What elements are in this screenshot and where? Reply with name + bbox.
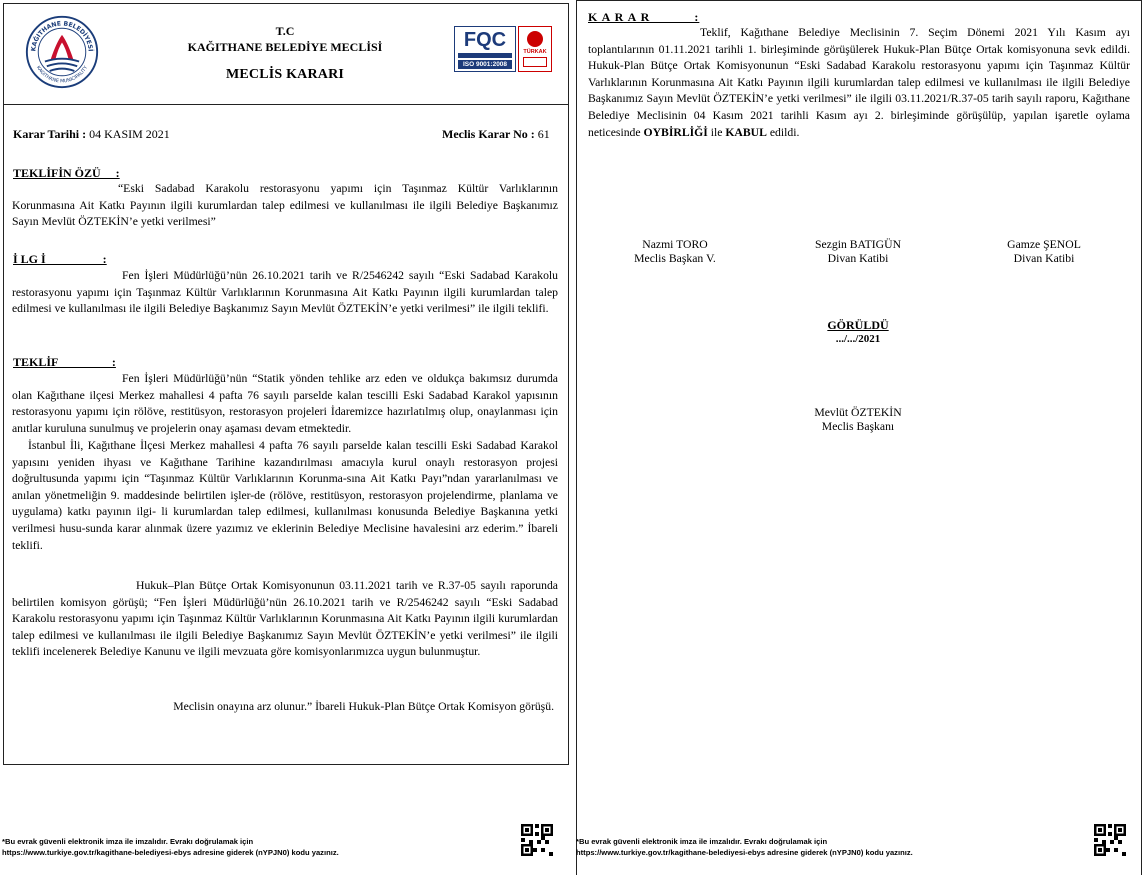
decision-number bbox=[442, 127, 550, 142]
signature-name: Sezgin BATIGÜN bbox=[814, 238, 902, 251]
signature-title: Meclis Başkan V. bbox=[634, 252, 716, 265]
turkak-accreditation-logo bbox=[518, 26, 552, 72]
section-heading-ozu: TEKLİFİN ÖZÜ : bbox=[13, 166, 120, 180]
seen-date: .../.../2021 bbox=[835, 333, 881, 345]
karar-text: Teklif, Kağıthane Belediye Meclisinin 7. Seçim Dönemi 2021 Yılı Kasım ayı toplantılarının 01.11.2021 tarihli 1. birleşiminde görüşülerek Hukuk-Plan Bütçe Ortak komisyonuna sevk edildi. Hukuk-Plan Bütçe Ortak Komisyonunun “Eski Sadabad Karakolu restorasyonu yapımı için Taşınmaz Kültür Varlıklarının Korunmasına Ait Katkı Payının ilgili kurumlardan talep edilmesi ve kullanılması ile ilgili Belediye Başkanımız Sayın Mevlüt ÖZTEKİN’e yetki verilmesi” ile ilgili 03.11.2021/R.37-05 tarih sayılı raporu, Kağıthane Belediye Meclisinin 04 Kasım 2021 tarihli Kasım ayı 2. birleşiminde görüşülüp, yapılan işaretle oylama neticesinde bbox=[588, 26, 1130, 139]
signature-title: Divan Katibi bbox=[1013, 252, 1075, 265]
logo-top-text: KAĞITHANE BELEDİYESİ bbox=[30, 20, 94, 52]
qr-code-icon bbox=[521, 824, 553, 856]
logo-bottom-text: KAGITHANE MUNICIPALITY bbox=[34, 65, 90, 85]
header-document-type: MECLİS KARARI bbox=[225, 67, 345, 82]
signature-name: Nazmi TORO bbox=[642, 238, 708, 251]
fqc-certification-logo bbox=[454, 26, 516, 72]
signature-block bbox=[600, 238, 750, 266]
teklif-paragraph-4: Meclisin onayına arz olunur.” İbareli Hukuk-Plan Bütçe Ortak Komisyon görüşü. bbox=[173, 700, 554, 713]
header-tc: T.C bbox=[275, 24, 295, 38]
decision-date bbox=[13, 127, 170, 142]
esignature-footer bbox=[2, 836, 339, 858]
turkak-label: TÜRKAK bbox=[523, 49, 547, 55]
section-text-ilgi: Fen İşleri Müdürlüğü’nün 26.10.2021 tarih ve R/2546242 sayılı “Eski Sadabad Karakolu restorasyonu yapımı için Taşınmaz Kültür Varlıklarının Korunmasına Ait Katkı Payının ilgili kurumlardan talep edilmesi ve kullanılması ile ilgili Belediye Başkanımız Sayın Mevlüt ÖZTEKİN’e yetki verilmesi” ile ilgili teklifi. bbox=[12, 269, 558, 316]
karar-vote-result: OYBİRLİĞİ bbox=[643, 125, 708, 139]
document-page-1 bbox=[0, 0, 572, 875]
karar-paragraph bbox=[588, 25, 1130, 141]
iso-label: ISO 9001:2008 bbox=[458, 60, 512, 69]
signature-title: Divan Katibi bbox=[827, 252, 889, 265]
decision-date-value: 04 KASIM 2021 bbox=[89, 127, 170, 141]
qr-code-icon bbox=[1094, 824, 1126, 856]
signature-block bbox=[783, 238, 933, 266]
esignature-note: *Bu evrak güvenli elektronik imza ile imzalıdır. Evrakı doğrulamak için bbox=[576, 837, 828, 846]
signature-name: Gamze ŞENOL bbox=[1007, 238, 1081, 251]
section-text-ozu: “Eski Sadabad Karakolu restorasyonu yapımı için Taşınmaz Kültür Varlıklarının Korunmasına Ait Katkı Payının ilgili kurumlardan talep edilmesi ve kullanılması ile ilgili Belediye Başkanımız Sayın Mevlüt ÖZTEKİN’e yetki verilmesi” bbox=[12, 182, 558, 229]
header-title-block bbox=[150, 24, 420, 83]
president-title: Meclis Başkanı bbox=[821, 420, 895, 433]
esignature-url: https://www.turkiye.gov.tr/kagithane-belediyesi-ebys adresine giderek (nYPJN0) kodu yazınız. bbox=[576, 848, 913, 857]
president-name: Mevlüt ÖZTEKİN bbox=[814, 406, 902, 419]
section-heading-teklif: TEKLİF : bbox=[13, 355, 116, 369]
section-heading-ilgi: İ LG İ : bbox=[13, 252, 107, 266]
header-council-name: KAĞITHANE BELEDİYE MECLİSİ bbox=[187, 40, 383, 54]
signature-block bbox=[969, 238, 1119, 266]
president-signature-block bbox=[783, 406, 933, 434]
document-page-2 bbox=[576, 0, 1148, 875]
teklif-paragraph-3: Hukuk–Plan Bütçe Ortak Komisyonunun 03.11.2021 tarih ve R.37-05 sayılı raporunda belirtilen komisyon görüşü; “Fen İşleri Müdürlüğü’nün 26.10.2021 tarih ve R/2546242 sayılı “Eski Sadabad Karakolu restorasyonu yapımı için Taşınmaz Kültür Varlıklarının Korunmasına Ait Katkı Payının ilgili kurumlardan talep edilmesi ve kullanılması ile ilgili Belediye Başkanımız Sayın Mevlüt ÖZTEKİN’e yetki verilmesi” ile ilgili teklifi incelenerek Belediye Kanunu ve ilgili mevzuata göre komisyonlarımızca uygun bulunmuştur. bbox=[12, 579, 558, 659]
decision-number-value: 61 bbox=[537, 127, 550, 141]
header-divider bbox=[3, 104, 569, 105]
seen-stamp bbox=[808, 318, 908, 345]
municipality-logo bbox=[24, 14, 100, 90]
section-heading-karar: K A R A R : bbox=[588, 10, 700, 24]
karar-end: edildi. bbox=[766, 125, 800, 139]
teklif-paragraph-2: İstanbul İli, Kağıthane İlçesi Merkez mahallesi 4 pafta 76 sayılı parselde kalan tescilli Eski Sadabad Karakol yapısını yeniden ihyası ve Kağıthane Tarihine kazandırılması amacıyla kurul onaylı restorasyon projesi doğrultusunda yapımı için “Taşınmaz Kültür Varlıklarının Korunma-sına Ait Katkı Payı”ndan yararlanılması ve anılan yönetmeliğin 9. maddesinde belirtilen işler-de (rölöve, restitüsyon, restorasyon projelendirme, planlama ve uygulama) katkı payının ilgi- li kurumlardan talep edilmesi, kullanılması konusunda Belediye Başkanına yetki verilmesi husu-sunda karar alınmak üzere yazımız ve eklerinin Belediye Meclisine havalesini arz ederim.” İbareli teklifi. bbox=[12, 439, 558, 552]
teklif-paragraph-1: Fen İşleri Müdürlüğü’nün “Statik yönden tehlike arz eden ve oldukça bakımsız durumda olan Kağıthane ilçesi Merkez mahallesi 4 pafta 76 sayılı parselde kalan tescilli Eski Sadabad Karakol yapısının restorasyonu yapımı için rölöve, restitüsyon, restorasyon projeleri İdaremizce hazırlatılmış olup, onaylanması için anıtlar kuruluna sunulmuş ve projelerin onay aşaması devam etmektedir. bbox=[12, 372, 558, 435]
karar-connector: ile bbox=[707, 125, 726, 139]
karar-outcome: KABUL bbox=[725, 125, 767, 139]
esignature-url: https://www.turkiye.gov.tr/kagithane-belediyesi-ebys adresine giderek (nYPJN0) kodu yazınız. bbox=[2, 848, 339, 857]
esignature-note: *Bu evrak güvenli elektronik imza ile imzalıdır. Evrakı doğrulamak için bbox=[2, 837, 254, 846]
esignature-footer bbox=[576, 836, 913, 858]
decision-number-label: Meclis Karar No : bbox=[442, 127, 535, 141]
decision-date-label: Karar Tarihi : bbox=[13, 127, 87, 141]
seen-label: GÖRÜLDÜ bbox=[827, 318, 889, 332]
fqc-label: FQC bbox=[463, 29, 507, 51]
